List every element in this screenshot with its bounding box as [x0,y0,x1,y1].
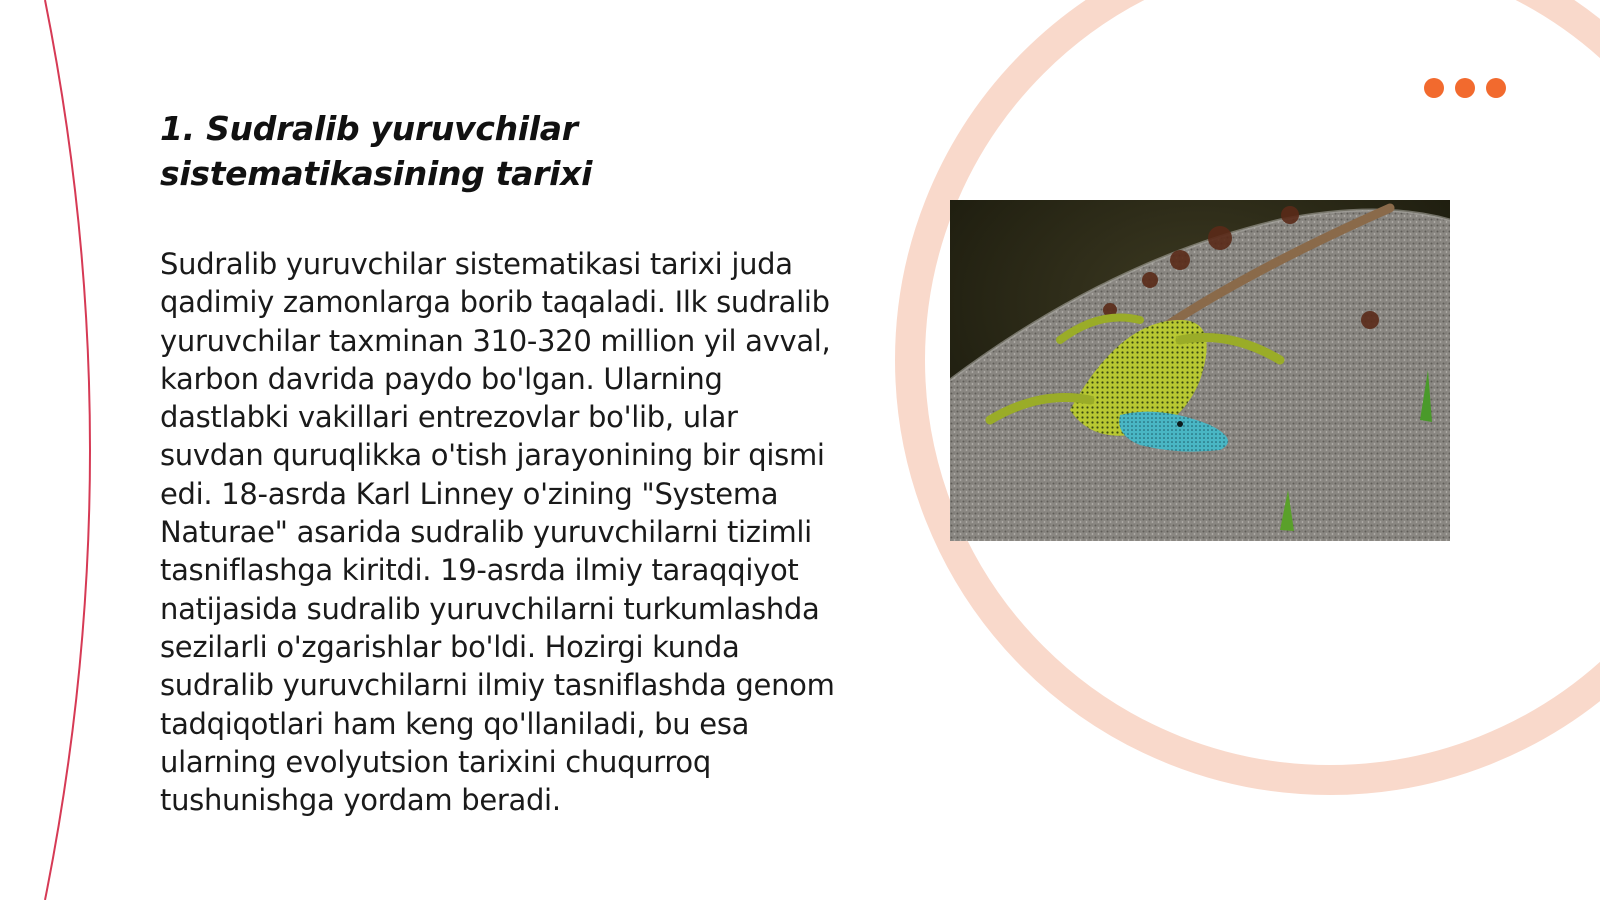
slide-title: 1. Sudralib yuruvchilar sistematikasining tarixi [160,109,593,193]
dot [1486,78,1506,98]
lizard-photo [950,200,1450,541]
slide-body-text: Sudralib yuruvchilar sistematikasi tarixi juda qadimiy zamonlarga borib taqaladi. Ilk sudralib yuruvchilar taxminan 310-320 million yil avval, karbon davrida paydo bo'lgan. Ularning dastlabki vakillari entrezovlar bo'lib, ular suvdan quruqlikka o'tish jarayonining bir qismi edi. 18-asrda Karl Linney o'zining "Systema Naturae" asarida sudralib yuruvchilarni tizimli tasniflashga kiritdi. 19-asrda ilmiy taraqqiyot natijasida sudralib yuruvchilarni turkumlashda sezilarli o'zgarishlar bo'ldi. Hozirgi kunda sudralib yuruvchilarni ilmiy tasniflashda genom tadqiqotlari ham keng qo'llaniladi, bu esa ularning evolyutsion tarixini chuqurroq tushunishga yordam beradi. [160,247,835,818]
more-dots-icon [1424,78,1506,98]
dot [1424,78,1444,98]
left-curve-line [45,0,90,900]
dot [1455,78,1475,98]
